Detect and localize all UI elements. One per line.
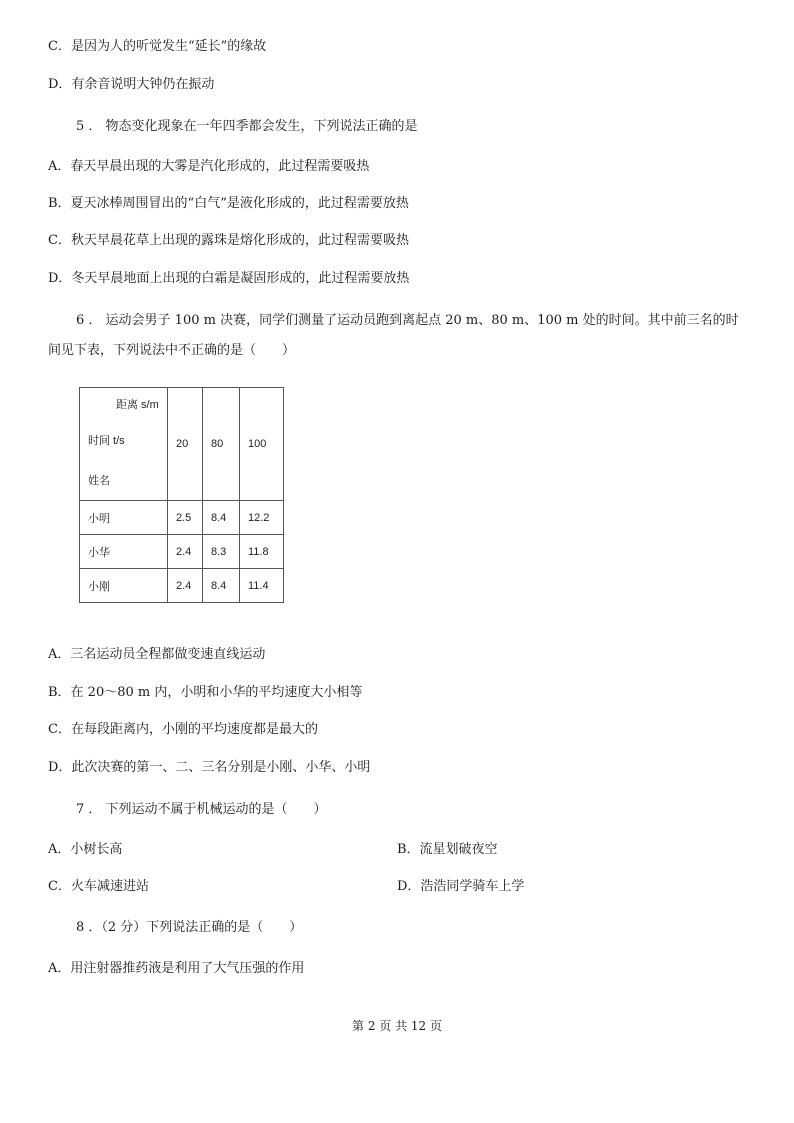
q8-stem: 8 ．（2 分）下列说法正确的是（ ） — [76, 920, 303, 935]
table-header-cell — [80, 388, 168, 501]
header-name: 姓名 — [88, 475, 110, 487]
time-cell: 8.4 — [203, 501, 240, 535]
q4-option-c: C．是因为人的听觉发生“延长”的缘故 — [48, 39, 267, 54]
table-row — [80, 535, 284, 569]
q5-stem: 5 ． 物态变化现象在一年四季都会发生，下列说法正确的是 — [76, 119, 418, 134]
runner-name: 小刚 — [80, 569, 168, 603]
runner-name: 小华 — [80, 535, 168, 569]
time-cell: 8.4 — [203, 569, 240, 603]
distance-header: 80 — [203, 388, 240, 501]
time-cell: 12.2 — [240, 501, 284, 535]
table-row — [80, 501, 284, 535]
distance-header: 20 — [168, 388, 203, 501]
q5-option-b: B．夏天冰棒周围冒出的“白气”是液化形成的，此过程需要放热 — [48, 196, 409, 211]
q5-option-c: C．秋天早晨花草上出现的露珠是熔化形成的，此过程需要吸热 — [48, 233, 409, 248]
q6-stem-line1: 6 ． 运动会男子 100 m 决赛，同学们测量了运动员跑到离起点 20 m、80 m、100 m 处的时间。其中前三名的时 — [76, 313, 739, 328]
page-footer: 第 2 页 共 12 页 — [352, 1019, 442, 1033]
header-time: 时间 t/s — [88, 435, 125, 447]
time-cell: 2.5 — [168, 501, 203, 535]
q5-option-a: A．春天早晨出现的大雾是汽化形成的，此过程需要吸热 — [48, 159, 370, 174]
q8-option-a: A．用注射器推药液是利用了大气压强的作用 — [48, 961, 305, 976]
time-cell: 2.4 — [168, 569, 203, 603]
q6-option-c: C．在每段距离内，小刚的平均速度都是最大的 — [48, 722, 318, 737]
table-row — [80, 569, 284, 603]
q7-option-c: C．火车减速进站 — [48, 879, 149, 894]
q4-option-d: D．有余音说明大钟仍在振动 — [48, 77, 215, 92]
q7-option-b: B．流星划破夜空 — [397, 842, 498, 857]
q6-option-a: A．三名运动员全程都做变速直线运动 — [48, 647, 266, 662]
q6-option-b: B．在 20～80 m 内，小明和小华的平均速度大小相等 — [48, 685, 363, 700]
time-cell: 8.3 — [203, 535, 240, 569]
q5-option-d: D．冬天早晨地面上出现的白霜是凝固形成的，此过程需要放热 — [48, 271, 410, 286]
header-distance: 距离 s/m — [116, 399, 159, 411]
runner-name: 小明 — [80, 501, 168, 535]
q6-stem-line2: 间见下表，下列说法中不正确的是（ ） — [48, 343, 296, 358]
q6-option-d: D．此次决赛的第一、二、三名分别是小刚、小华、小明 — [48, 760, 371, 775]
q7-option-d: D．浩浩同学骑车上学 — [397, 879, 525, 894]
race-time-table — [79, 387, 284, 603]
time-cell: 11.4 — [240, 569, 284, 603]
q7-option-a: A．小树长高 — [48, 842, 123, 857]
time-cell: 11.8 — [240, 535, 284, 569]
distance-header: 100 — [240, 388, 284, 501]
q7-stem: 7 ． 下列运动不属于机械运动的是（ ） — [76, 802, 327, 817]
time-cell: 2.4 — [168, 535, 203, 569]
